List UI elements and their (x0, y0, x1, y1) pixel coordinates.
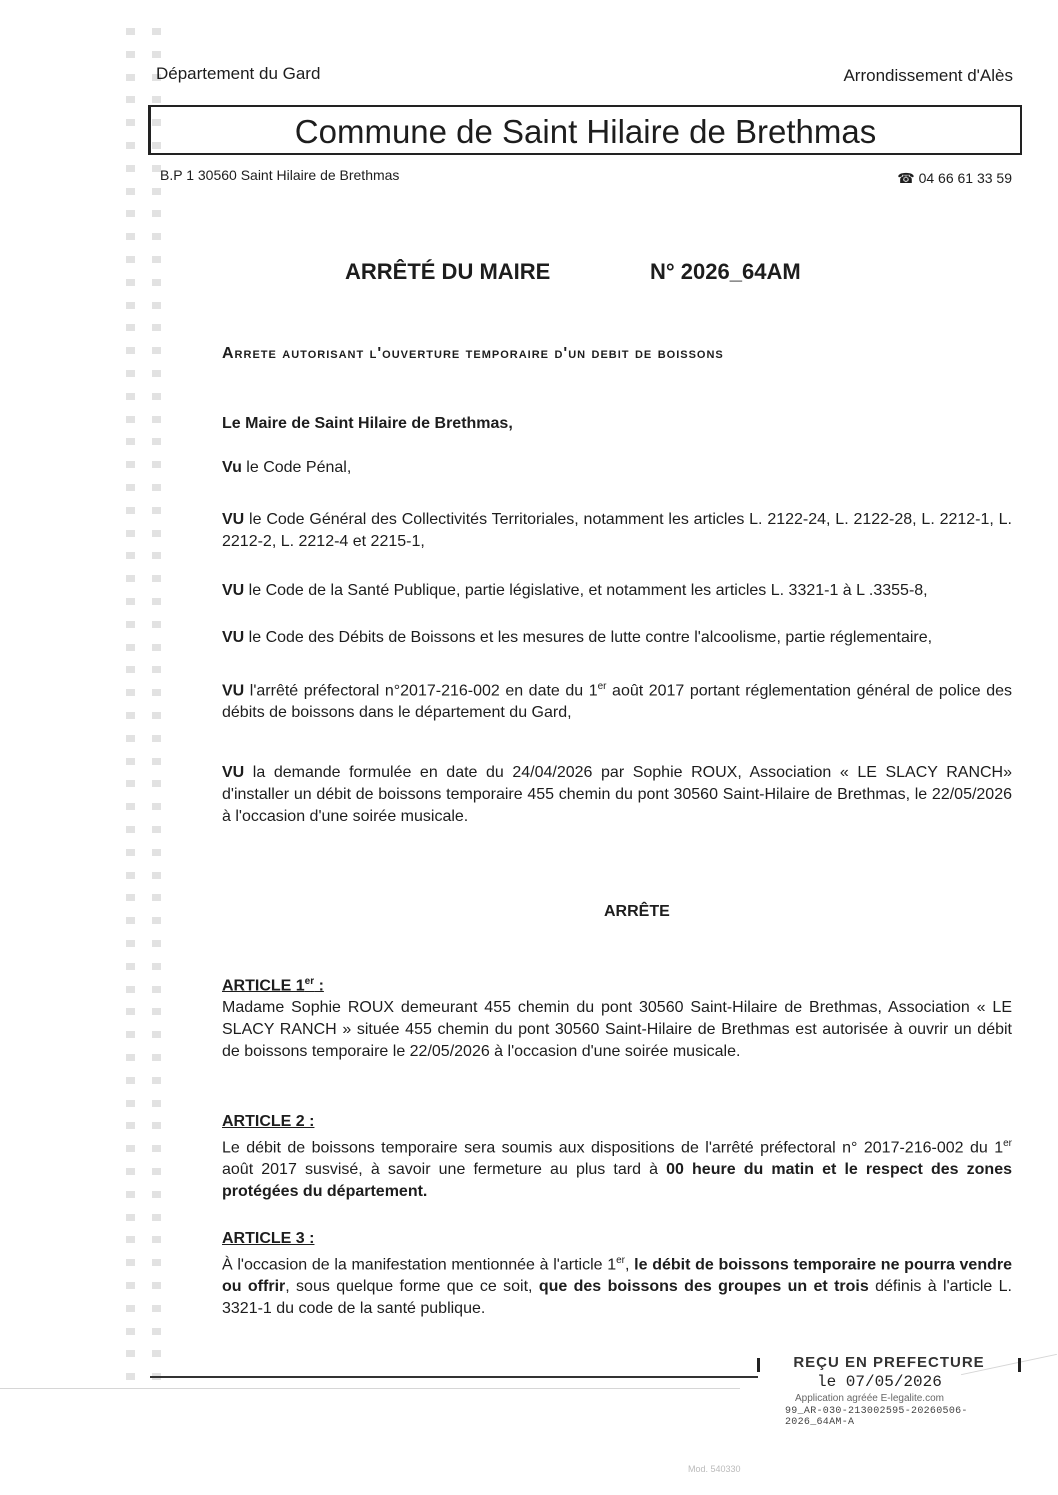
perforation-hole (126, 1168, 135, 1175)
vu-label: VU (222, 629, 245, 646)
perforation-hole (126, 302, 135, 309)
perforation-hole (152, 780, 161, 787)
perforation-hole (152, 484, 161, 491)
vu-label: VU (222, 511, 245, 528)
phone-number: 04 66 61 33 59 (918, 170, 1012, 186)
consideration-5: VU l'arrêté préfectoral n°2017-216-002 en date du 1er août 2017 portant réglementation général de police des débits de boissons dans le département du Gard, (222, 681, 1012, 722)
perforation-hole (152, 872, 161, 879)
perforation-hole (126, 1077, 135, 1084)
perforation-hole (126, 644, 135, 651)
perforation-hole (152, 233, 161, 240)
perforation-hole (152, 530, 161, 537)
perforation-hole (126, 279, 135, 286)
perforation-hole (126, 1191, 135, 1198)
perforation-hole (152, 1122, 161, 1129)
perforation-hole (152, 1236, 161, 1243)
article-2 (222, 1111, 1012, 1203)
perforation-hole (152, 302, 161, 309)
perforation-hole (152, 963, 161, 970)
perforation-hole (126, 530, 135, 537)
telephone-icon: ☎ (897, 170, 915, 186)
perforation-hole (126, 165, 135, 172)
decision-heading: ARRÊTE (604, 903, 670, 920)
perforation-hole (126, 575, 135, 582)
postal-address: B.P 1 30560 Saint Hilaire de Brethmas (160, 167, 400, 183)
perforation-hole (152, 803, 161, 810)
perforation-hole (126, 1282, 135, 1289)
perforation-hole (126, 689, 135, 696)
perforation-hole (152, 347, 161, 354)
perforation-hole (126, 1236, 135, 1243)
perforation-hole (126, 1328, 135, 1335)
perforation-hole (152, 1191, 161, 1198)
perforation-hole (126, 666, 135, 673)
perforation-hole (152, 256, 161, 263)
perforation-hole (126, 438, 135, 445)
perforation-hole (126, 1031, 135, 1038)
perforation-hole (152, 621, 161, 628)
perforation-hole (126, 347, 135, 354)
article-1-text: Madame Sophie ROUX demeurant 455 chemin du pont 30560 Saint-Hilaire de Brethmas, Association « LE SLACY RANCH » située 455 chemin du pont 30560 Saint-Hilaire de Brethmas est autorisée à ouvrir un débit de boissons temporaire le 22/05/2026 à l'occasion d'une soirée musicale. (222, 999, 1012, 1061)
perforation-hole (126, 484, 135, 491)
prefecture-receipt-stamp (755, 1354, 1023, 1442)
department-label: Département du Gard (156, 64, 321, 83)
perforation-hole (126, 872, 135, 879)
perforation-hole (152, 51, 161, 58)
perforation-hole (126, 210, 135, 217)
perforation-hole (152, 849, 161, 856)
scan-line (0, 1388, 740, 1389)
perforation-hole (152, 1008, 161, 1015)
perforation-hole (126, 51, 135, 58)
perforation-hole (126, 119, 135, 126)
perforation-hole (126, 552, 135, 559)
perforation-hole (126, 28, 135, 35)
perforation-hole (126, 1305, 135, 1312)
perforation-hole (152, 712, 161, 719)
perforation-hole (126, 393, 135, 400)
perforation-hole (126, 142, 135, 149)
perforation-hole (126, 735, 135, 742)
perforation-hole (126, 803, 135, 810)
perforation-hole (152, 1214, 161, 1221)
perforation-hole (126, 712, 135, 719)
perforation-hole (152, 735, 161, 742)
article-3 (222, 1228, 1012, 1320)
vu-label: VU (222, 582, 245, 599)
perforation-hole (152, 507, 161, 514)
article-1-heading: ARTICLE 1er : (222, 976, 324, 995)
perforation-hole (126, 917, 135, 924)
article-2-text: Le débit de boissons temporaire sera soumis aux dispositions de l'arrêté préfectoral n° 2017-216-002 du 1er août 2017 susvisé, à savoir une fermeture au plus tard à 00 heure du matin et le respect des zones protégées du département. (222, 1138, 1012, 1201)
perforation-hole (152, 1145, 161, 1152)
perforation-hole (126, 256, 135, 263)
document-number: N° 2026_64AM (650, 259, 801, 284)
perforation-hole (152, 1168, 161, 1175)
perforation-hole (152, 96, 161, 103)
stamp-code: 99_AR-030-213002595-20260506-2026_64AM-A (785, 1406, 968, 1428)
margin-perforations (120, 22, 168, 1402)
perforation-hole (126, 963, 135, 970)
perforation-hole (126, 233, 135, 240)
consideration-1 (222, 457, 1012, 479)
footer-rule (150, 1376, 758, 1378)
perforation-hole (152, 1077, 161, 1084)
consideration-2 (222, 509, 1012, 553)
perforation-hole (152, 940, 161, 947)
arrondissement-label: Arrondissement d'Alès (843, 66, 1013, 85)
perforation-hole (152, 1100, 161, 1107)
perforation-hole (152, 644, 161, 651)
perforation-hole (152, 461, 161, 468)
perforation-hole (152, 1259, 161, 1266)
perforation-hole (152, 758, 161, 765)
perforation-hole (126, 849, 135, 856)
perforation-hole (152, 1054, 161, 1061)
perforation-hole (126, 940, 135, 947)
perforation-hole (152, 986, 161, 993)
perforation-hole (152, 210, 161, 217)
perforation-hole (152, 826, 161, 833)
perforation-hole (126, 1054, 135, 1061)
consideration-text: le Code des Débits de Boissons et les mesures de lutte contre l'alcoolisme, partie réglementaire, (244, 629, 933, 646)
perforation-hole (126, 96, 135, 103)
perforation-hole (126, 188, 135, 195)
vu-label: VU (222, 764, 245, 781)
perforation-hole (152, 28, 161, 35)
perforation-hole (152, 552, 161, 559)
perforation-hole (126, 1259, 135, 1266)
perforation-hole (152, 1305, 161, 1312)
article-1 (222, 971, 1012, 1063)
consideration-text: la demande formulée en date du 24/04/2026 par Sophie ROUX, Association « LE SLACY RANCH» d'installer un débit de boissons temporaire 455 chemin du pont 30560 Saint-Hilaire de Brethmas, le 22/05/2026 à l'occasion d'une soirée musicale. (222, 764, 1012, 825)
document-title: ARRÊTÉ DU MAIRE (345, 259, 551, 284)
perforation-hole (152, 1031, 161, 1038)
perforation-hole (126, 598, 135, 605)
perforation-hole (126, 1100, 135, 1107)
perforation-hole (152, 393, 161, 400)
perforation-hole (126, 1122, 135, 1129)
perforation-hole (126, 758, 135, 765)
perforation-hole (126, 1350, 135, 1357)
consideration-3 (222, 580, 1012, 602)
perforation-hole (126, 826, 135, 833)
perforation-hole (126, 416, 135, 423)
perforation-hole (152, 1328, 161, 1335)
perforation-hole (126, 894, 135, 901)
article-2-heading: ARTICLE 2 : (222, 1113, 315, 1130)
perforation-hole (126, 986, 135, 993)
consideration-text: le Code de la Santé Publique, partie législative, et notamment les articles L. 3321-1 à L .3355-8, (244, 582, 928, 599)
perforation-hole (126, 621, 135, 628)
consideration-4 (222, 627, 1012, 649)
article-3-text: À l'occasion de la manifestation mentionnée à l'article 1er, le débit de boissons temporaire ne pourra vendre ou offrir, sous quelque forme que ce soit, que des boissons des groupes un et trois définis à l'article L. 3321-1 du code de la santé publique. (222, 1255, 1013, 1318)
perforation-hole (152, 416, 161, 423)
stamp-date: le 07/05/2026 (817, 1373, 942, 1391)
perforation-hole (126, 370, 135, 377)
phone-block (897, 170, 1012, 187)
perforation-hole (126, 461, 135, 468)
perforation-hole (152, 917, 161, 924)
vu-label: VU (222, 682, 245, 700)
perforation-hole (152, 438, 161, 445)
document-subject: Arrete autorisant l'ouverture temporaire d'un debit de boissons (222, 345, 724, 362)
perforation-hole (152, 598, 161, 605)
perforation-hole (126, 1008, 135, 1015)
perforation-hole (152, 689, 161, 696)
perforation-hole (152, 370, 161, 377)
perforation-hole (152, 1350, 161, 1357)
article-3-heading: ARTICLE 3 : (222, 1230, 315, 1247)
perforation-hole (126, 74, 135, 81)
consideration-text: le Code Général des Collectivités Territoriales, notamment les articles L. 2122-24, L. 2122-28, L. 2212-1, L. 2212-2, L. 2212-4 et 2215-1, (222, 511, 1012, 550)
commune-title: Commune de Saint Hilaire de Brethmas (294, 113, 877, 150)
perforation-hole (126, 1373, 135, 1380)
mayor-line: Le Maire de Saint Hilaire de Brethmas, (222, 415, 513, 432)
perforation-hole (126, 324, 135, 331)
commune-title-box (148, 105, 1022, 155)
consideration-6 (222, 762, 1012, 828)
vu-label: Vu (222, 459, 242, 476)
form-reference: Mod. 540330 (688, 1464, 741, 1474)
perforation-hole (152, 666, 161, 673)
perforation-hole (126, 780, 135, 787)
consideration-text: le Code Pénal, (241, 459, 352, 476)
perforation-hole (152, 894, 161, 901)
perforation-hole (152, 575, 161, 582)
perforation-hole (152, 324, 161, 331)
stamp-application: Application agréée E-legalite.com (795, 1393, 944, 1404)
perforation-hole (152, 1282, 161, 1289)
perforation-hole (152, 188, 161, 195)
perforation-hole (126, 1214, 135, 1221)
stamp-label: REÇU EN PREFECTURE (793, 1354, 985, 1371)
perforation-hole (126, 1145, 135, 1152)
perforation-hole (152, 279, 161, 286)
perforation-hole (126, 507, 135, 514)
